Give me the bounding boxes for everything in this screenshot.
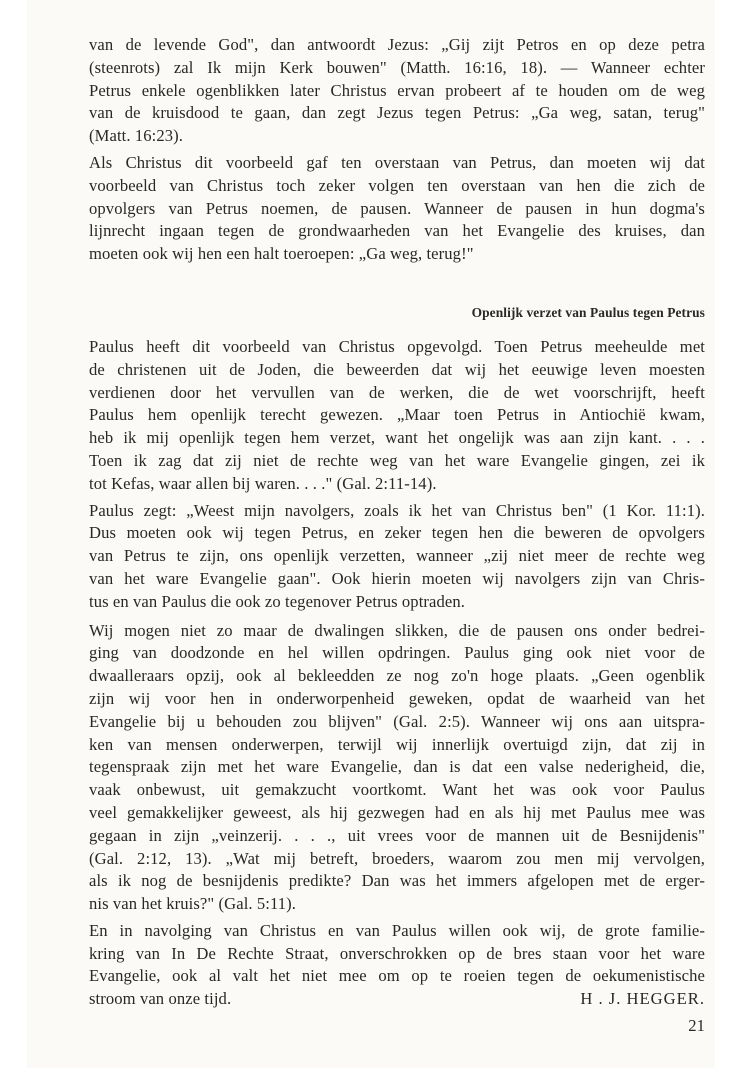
text-line: Evangelie bij u behouden zou blijven" (Gal. 2:5). Wanneer wij ons aan uitspra- <box>89 711 705 731</box>
paragraph-6 <box>89 920 705 1011</box>
text-line: Als Christus dit voorbeeld gaf ten overstaan van Petrus, dan moeten wij dat <box>89 152 705 172</box>
text-line: van Petrus te zijn, ons openlijk verzetten, wanneer „zij niet meer de rechte weg <box>89 546 705 566</box>
text-line: heb ik mij openlijk tegen hem verzet, want het ongelijk was aan zijn kant. . . . <box>89 428 705 448</box>
text-line: Toen ik zag dat zij niet de rechte weg van het ware Evangelie gingen, zei ik <box>89 450 705 470</box>
text-line: kring van In De Rechte Straat, onverschrokken op de bres staan voor het ware <box>89 943 705 963</box>
page-text <box>89 34 705 1038</box>
text-line: ken van mensen onderwerpen, terwijl wij innerlijk overtuigd zijn, dat zij in <box>89 734 705 754</box>
paragraph-5 <box>89 620 705 916</box>
paragraph-2 <box>89 152 705 266</box>
text-line: En in navolging van Christus en van Paulus willen ook wij, de grote familie- <box>89 920 705 940</box>
text-line: zijn wij voor hen in onderworpenheid geweken, opdat de waarheid van het <box>89 688 705 708</box>
text-line: Wij mogen niet zo maar de dwalingen slikken, die de pausen ons onder bedrei- <box>89 620 705 640</box>
text-line: Petrus enkele ogenblikken later Christus ervan probeert af te houden om de weg <box>89 80 705 100</box>
text-line: stroom van onze tijd. <box>89 989 232 1009</box>
text-line: opvolgers van Petrus noemen, de pausen. Wanneer de pausen in hun dogma's <box>89 198 705 218</box>
text-line: Dus moeten ook wij tegen Petrus, en zeker tegen hen die beweren de opvolgers <box>89 523 705 543</box>
section-heading: Openlijk verzet van Paulus tegen Petrus <box>471 304 705 320</box>
text-line: (Gal. 2:12, 13). „Wat mij betreft, broeders, waarom zou men mij vervolgen, <box>89 848 705 868</box>
text-line: van het ware Evangelie gaan". Ook hierin moeten wij navolgers zijn van Chris- <box>89 568 705 588</box>
text-line: ging van doodzonde en hel willen opdringen. Paulus ging ook niet voor de <box>89 643 705 663</box>
text-line: lijnrecht ingaan tegen de grondwaarheden van het Evangelie des kruises, dan <box>89 221 705 241</box>
text-line: Paulus hem openlijk terecht gewezen. „Maar toen Petrus in Antiochië kwam, <box>89 405 705 425</box>
text-line: voorbeeld van Christus toch zeker volgen ten overstaan van hen die zich de <box>89 175 705 195</box>
text-line: gegaan in zijn „veinzerij. . . ., uit vrees voor de mannen uit de Besnijdenis" <box>89 825 705 845</box>
text-line: de christenen uit de Joden, die beweerden dat wij het eeuwige leven moesten <box>89 359 705 379</box>
text-line: van de kruisdood te gaan, dan zegt Jezus tegen Petrus: „Ga weg, satan, terug" <box>89 103 705 123</box>
text-line: tot Kefas, waar allen bij waren. . . ." (Gal. 2:11-14). <box>89 473 437 493</box>
text-line: van de levende God", dan antwoordt Jezus: „Gij zijt Petros en op deze petra <box>89 35 705 54</box>
closing-line <box>89 988 705 1011</box>
text-line: nis van het kruis?" (Gal. 5:11). <box>89 894 297 914</box>
text-line: moeten ook wij hen een halt toeroepen: „Ga weg, terug!" <box>89 244 474 264</box>
text-line: (Matt. 16:23). <box>89 126 184 146</box>
paragraph-1 <box>89 34 705 148</box>
text-line: vaak onbewust, uit gemakzucht voortkomt. Want het was ook voor Paulus <box>89 780 705 800</box>
text-line: Evangelie, ook al valt het niet mee om op te roeien tegen de oekumenistische <box>89 966 705 986</box>
text-line: dwaalleraars opzij, ook al bekleedden ze nog zo'n hoge plaats. „Geen ogenblik <box>89 666 705 686</box>
text-line: Paulus zegt: „Weest mijn navolgers, zoals ik het van Christus ben" (1 Kor. 11:1). <box>89 500 705 520</box>
text-line: als ik nog de besnijdenis predikte? Dan was het immers afgelopen met de erger- <box>89 871 705 891</box>
paragraph-3 <box>89 336 705 496</box>
author-signature: H . J. HEGGER. <box>580 989 705 1009</box>
paragraph-4 <box>89 500 705 614</box>
book-page <box>27 0 715 1068</box>
text-line: (steenrots) zal Ik mijn Kerk bouwen" (Matth. 16:16, 18). — Wanneer echter <box>89 57 705 77</box>
text-line: verdienen door het vervullen van de werken, die de wet voorschrijft, heeft <box>89 382 705 402</box>
page-number: 21 <box>688 1016 705 1036</box>
text-line: tus en van Paulus die ook zo tegenover Petrus optraden. <box>89 591 466 611</box>
text-line: Paulus heeft dit voorbeeld van Christus opgevolgd. Toen Petrus meeheulde met <box>89 336 705 356</box>
text-line: veel gemakkelijker geweest, als hij gezwegen had en als hij met Paulus mee was <box>89 802 705 822</box>
text-line: tegenspraak zijn met het ware Evangelie, dan is dat een valse nederigheid, die, <box>89 757 705 777</box>
